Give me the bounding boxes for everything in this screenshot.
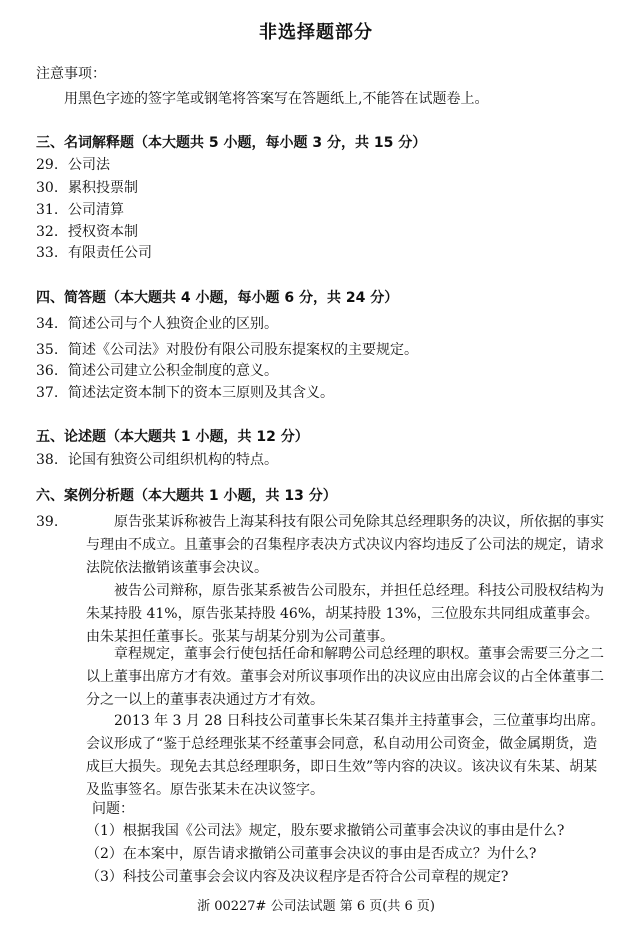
page-title: 非选择题部分 (259, 22, 373, 43)
question-text: 论国有独资公司组织机构的特点。 (68, 452, 278, 468)
question-31 (36, 200, 124, 220)
question-32 (36, 222, 138, 242)
question-33 (36, 243, 152, 263)
case-paragraph-text: 被告公司辩称，原告张某系被告公司股东，并担任总经理。科技公司股权结构为朱某持股 41%，原告张某持股 46%，胡某持股 13%，三位股东共同组成董事会。由朱某担任董事长。张某与胡某分别为公司董事。 (86, 583, 604, 645)
question-number: 31. (36, 202, 59, 218)
question-35 (36, 340, 418, 360)
question-text: 简述公司与个人独资企业的区别。 (68, 316, 278, 332)
section-3-heading (36, 133, 426, 153)
notice-heading: 注意事项： (36, 66, 106, 82)
question-number: 33. (36, 245, 59, 261)
case-paragraph-2 (86, 580, 606, 649)
section-4-heading (36, 288, 398, 308)
question-number: 38. (36, 452, 59, 468)
question-number: 34. (36, 316, 59, 332)
section-4-heading-text: 四、简答题（本大题共 4 小题，每小题 6 分，共 24 分） (36, 290, 399, 306)
case-paragraph-text: 原告张某诉称被告上海某科技有限公司免除其总经理职务的决议，所依据的事实与理由不成立。且董事会的召集程序表决方式决议内容均违反了公司法的规定，请求法院依法撤销该董事会决议。 (86, 514, 604, 576)
case-paragraph-4 (86, 710, 606, 802)
question-number: 36. (36, 363, 59, 379)
question-number: 30. (36, 180, 59, 196)
notice-text: 用黑色字迹的签字笔或钢笔将答案写在答题纸上,不能答在试题卷上。 (64, 91, 489, 107)
case-paragraph-1 (86, 511, 606, 580)
question-30 (36, 178, 138, 198)
sub-question-3: （3）科技公司董事会会议内容及决议程序是否符合公司章程的规定? (86, 869, 509, 885)
case-paragraph-text: 2013 年 3 月 28 日科技公司董事长朱某召集并主持董事会，三位董事均出席。会议形成了“鉴于总经理张某不经董事会同意，私自动用公司资金，做金属期货，造成巨大损失。现免去其总经理职务，即日生效”等内容的决议。该决议有朱某、胡某及监事签名。原告张某未在决议签字。 (86, 713, 605, 798)
question-39-number: 39. (36, 514, 59, 530)
page-footer: 浙 00227# 公司法试题 第 6 页(共 6 页) (197, 899, 435, 914)
question-34 (36, 314, 278, 334)
section-3-heading-text: 三、名词解释题（本大题共 5 小题，每小题 3 分，共 15 分） (36, 135, 427, 151)
section-5-heading-text: 五、论述题（本大题共 1 小题，共 12 分） (36, 429, 309, 445)
question-text: 累积投票制 (68, 180, 138, 196)
question-38 (36, 450, 278, 470)
section-6-heading-text: 六、案例分析题（本大题共 1 小题，共 13 分） (36, 488, 337, 504)
question-number: 29. (36, 157, 59, 173)
question-29 (36, 155, 110, 175)
section-5-heading (36, 427, 309, 447)
case-paragraph-text: 章程规定，董事会行使包括任命和解聘公司总经理的职权。董事会需要三分之二以上董事出席方才有效。董事会对所议事项作出的决议应由出席会议的占全体董事二分之一以上的董事表决通过方才有效。 (86, 646, 604, 708)
questions-label: 问题： (92, 801, 134, 817)
question-text: 简述《公司法》对股份有限公司股东提案权的主要规定。 (68, 342, 418, 358)
question-text: 简述公司建立公积金制度的意义。 (68, 363, 278, 379)
question-text: 授权资本制 (68, 224, 138, 240)
question-number: 35. (36, 342, 59, 358)
question-text: 公司法 (68, 157, 110, 173)
case-paragraph-3 (86, 643, 606, 712)
question-text: 简述法定资本制下的资本三原则及其含义。 (68, 385, 334, 401)
question-number: 32. (36, 224, 59, 240)
question-text: 有限责任公司 (68, 245, 152, 261)
sub-question-2: （2）在本案中，原告请求撤销公司董事会决议的事由是否成立？为什么? (86, 846, 537, 862)
question-36 (36, 361, 278, 381)
section-6-heading (36, 486, 337, 506)
question-text: 公司清算 (68, 202, 124, 218)
question-number: 37. (36, 385, 59, 401)
question-37 (36, 383, 334, 403)
sub-question-1: （1）根据我国《公司法》规定，股东要求撤销公司董事会决议的事由是什么? (86, 823, 565, 839)
